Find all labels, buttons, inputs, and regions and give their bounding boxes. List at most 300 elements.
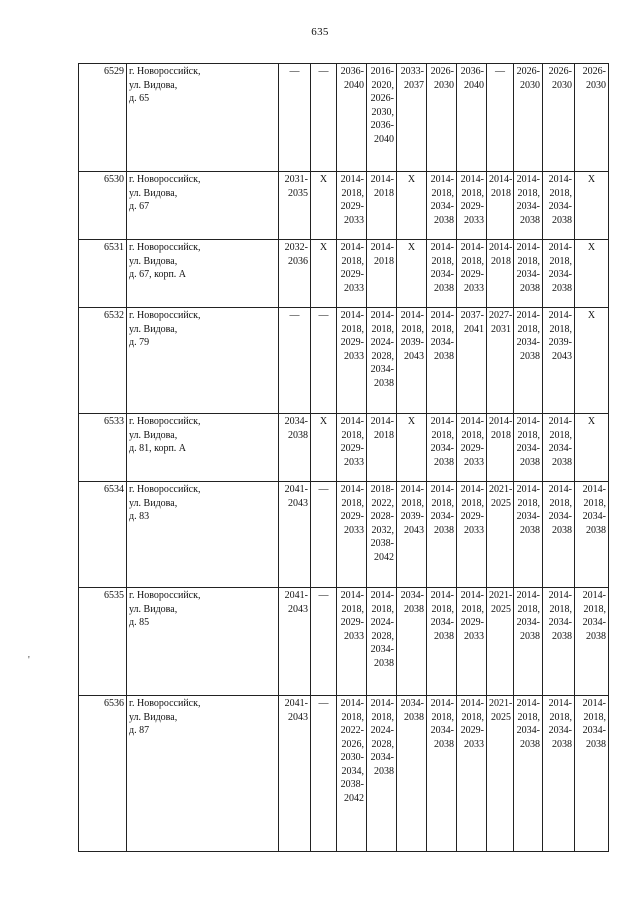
period-cell: [367, 308, 397, 414]
period-line: 2018,: [517, 711, 540, 723]
period-line: 2025: [491, 711, 511, 723]
address-cell: [127, 308, 279, 414]
address-line: д. 65: [129, 93, 150, 104]
period-line: 2043: [404, 524, 424, 536]
address-line: г. Новороссийск,: [129, 174, 201, 185]
period-line: 2018: [374, 429, 394, 441]
period-line: 2026-: [370, 93, 394, 104]
period-line: 2038: [434, 350, 454, 362]
period-line: 2038: [434, 524, 454, 536]
period-line: 2014-: [370, 590, 394, 601]
period-line: —: [318, 66, 329, 77]
period-line: 2034-: [582, 511, 606, 522]
period-line: 2018,: [517, 323, 540, 335]
period-line: X: [587, 242, 596, 253]
period-cell: [367, 588, 397, 696]
period-line: 2038: [552, 456, 572, 468]
period-line: 2033: [344, 524, 364, 536]
period-line: 2018: [491, 429, 511, 441]
period-line: 2014-: [430, 484, 454, 495]
period-cell: [311, 414, 337, 482]
period-line: 2033-: [400, 66, 424, 77]
period-line: 2034-: [548, 201, 572, 212]
period-line: 2018,: [431, 323, 454, 335]
table-row: [79, 696, 609, 852]
period-line: 2018,: [431, 497, 454, 509]
period-cell: [279, 240, 311, 308]
period-line: 2034-: [548, 617, 572, 628]
period-line: 2036-: [340, 66, 364, 77]
period-line: X: [587, 416, 596, 427]
period-line: —: [289, 66, 300, 77]
period-line: 2018,: [549, 603, 572, 615]
address-line: г. Новороссийск,: [129, 416, 201, 427]
period-line: 2034-: [582, 725, 606, 736]
period-line: 2018,: [431, 711, 454, 723]
period-cell: [457, 308, 487, 414]
period-line: 2029-: [340, 269, 364, 280]
period-line: 2034-: [548, 269, 572, 280]
period-line: 2014-: [340, 242, 364, 253]
period-line: 2033: [464, 738, 484, 750]
row-number: 6531: [79, 240, 127, 308]
table-row: [79, 414, 609, 482]
address-line: ул. Видова,: [129, 429, 178, 441]
period-line: 2030: [434, 79, 454, 91]
period-line: 2034-: [548, 443, 572, 454]
period-line: 2038: [520, 350, 540, 362]
period-line: 2033: [344, 456, 364, 468]
period-line: 2034-: [400, 590, 424, 601]
period-line: 2018,: [341, 255, 364, 267]
period-line: 2038: [434, 214, 454, 226]
period-line: 2034-: [430, 511, 454, 522]
period-line: 2032,: [371, 524, 394, 536]
period-line: 2014-: [516, 242, 540, 253]
table-row: [79, 482, 609, 588]
period-cell: [427, 588, 457, 696]
period-line: 2018-: [370, 484, 394, 495]
period-line: 2018,: [341, 429, 364, 441]
period-line: 2018,: [371, 323, 394, 335]
period-line: 2034-: [430, 725, 454, 736]
period-line: X: [587, 174, 596, 185]
address-cell: [127, 240, 279, 308]
period-cell: [367, 172, 397, 240]
period-line: 2033: [464, 282, 484, 294]
period-line: 2026,: [341, 738, 364, 750]
period-line: 2014-: [460, 698, 484, 709]
period-line: 2014-: [548, 310, 572, 321]
period-line: 2014-: [430, 174, 454, 185]
period-line: 2038: [374, 765, 394, 777]
row-number: 6529: [79, 64, 127, 172]
period-cell: [575, 64, 609, 172]
period-line: 2014-: [430, 242, 454, 253]
period-cell: [367, 414, 397, 482]
period-cell: [514, 172, 543, 240]
address-line: г. Новороссийск,: [129, 310, 201, 321]
table-row: [79, 172, 609, 240]
period-line: 2038-: [340, 779, 364, 790]
period-line: 2043: [552, 350, 572, 362]
period-line: 2034-: [516, 337, 540, 348]
address-line: ул. Видова,: [129, 187, 178, 199]
period-line: 2018,: [517, 497, 540, 509]
period-line: 2034-: [516, 269, 540, 280]
period-cell: [367, 64, 397, 172]
period-cell: [311, 588, 337, 696]
period-cell: [543, 696, 575, 852]
period-line: 2021-: [489, 484, 513, 495]
period-line: 2043: [288, 497, 308, 509]
period-cell: [514, 482, 543, 588]
period-line: 2018,: [517, 429, 540, 441]
period-line: 2030: [552, 79, 572, 91]
address-line: ул. Видова,: [129, 323, 178, 335]
period-cell: [311, 308, 337, 414]
period-cell: [311, 240, 337, 308]
period-cell: [311, 696, 337, 852]
period-line: —: [289, 310, 300, 321]
period-line: 2014-: [582, 484, 606, 495]
period-line: 2038: [404, 603, 424, 615]
period-line: 2038: [520, 282, 540, 294]
period-line: 2038: [434, 630, 454, 642]
period-cell: [337, 588, 367, 696]
period-cell: [337, 308, 367, 414]
period-line: 2034-: [548, 725, 572, 736]
address-line: д. 85: [129, 617, 150, 628]
period-line: 2014-: [370, 242, 394, 253]
period-line: 2034-: [516, 443, 540, 454]
period-line: X: [407, 416, 416, 427]
period-cell: [457, 240, 487, 308]
period-line: 2039-: [400, 511, 424, 522]
period-line: 2024-: [370, 725, 394, 736]
period-line: 2030-: [340, 752, 364, 763]
period-line: 2029-: [460, 443, 484, 454]
period-line: 2018,: [371, 711, 394, 723]
period-line: —: [318, 484, 329, 495]
period-line: 2034-: [582, 617, 606, 628]
address-line: д. 87: [129, 725, 150, 736]
period-line: 2043: [404, 350, 424, 362]
period-line: 2034-: [516, 201, 540, 212]
period-line: 2014-: [516, 416, 540, 427]
period-line: 2036-: [370, 120, 394, 131]
period-line: 2014-: [430, 416, 454, 427]
period-cell: [543, 240, 575, 308]
period-line: 2030,: [371, 106, 394, 118]
period-cell: [427, 240, 457, 308]
period-line: 2025: [491, 497, 511, 509]
period-line: 2033: [344, 282, 364, 294]
row-number: 6530: [79, 172, 127, 240]
period-line: 2014-: [548, 242, 572, 253]
address-line: г. Новороссийск,: [129, 66, 201, 77]
period-line: 2037-: [460, 310, 484, 321]
period-line: 2014-: [340, 590, 364, 601]
period-line: 2043: [288, 603, 308, 615]
address-line: д. 67: [129, 201, 150, 212]
period-line: 2014-: [516, 698, 540, 709]
period-line: 2033: [464, 456, 484, 468]
period-line: 2018,: [549, 711, 572, 723]
period-line: 2039-: [548, 337, 572, 348]
period-line: 2026-: [516, 66, 540, 77]
period-line: 2014-: [582, 590, 606, 601]
period-line: 2036: [288, 255, 308, 267]
period-cell: [543, 414, 575, 482]
period-line: 2018,: [517, 603, 540, 615]
period-line: 2027-: [489, 310, 513, 321]
period-line: 2018: [374, 187, 394, 199]
row-number: 6535: [79, 588, 127, 696]
period-line: 2018,: [461, 497, 484, 509]
period-line: 2014-: [489, 242, 513, 253]
period-line: 2028,: [371, 630, 394, 642]
period-cell: [487, 308, 514, 414]
period-line: 2024-: [370, 617, 394, 628]
period-cell: [337, 414, 367, 482]
period-line: 2028-: [370, 511, 394, 522]
period-line: 2033: [464, 524, 484, 536]
period-line: 2014-: [582, 698, 606, 709]
period-line: 2034-: [430, 443, 454, 454]
period-cell: [575, 588, 609, 696]
period-cell: [487, 482, 514, 588]
period-line: 2038: [552, 524, 572, 536]
period-cell: [397, 588, 427, 696]
period-line: 2018,: [583, 603, 606, 615]
address-line: г. Новороссийск,: [129, 484, 201, 495]
period-line: 2014-: [460, 242, 484, 253]
period-line: 2018,: [341, 711, 364, 723]
period-line: 2026-: [548, 66, 572, 77]
period-cell: [397, 64, 427, 172]
period-line: 2029-: [460, 725, 484, 736]
period-line: —: [495, 66, 505, 77]
period-line: 2029-: [460, 511, 484, 522]
period-line: 2043: [288, 711, 308, 723]
address-line: г. Новороссийск,: [129, 590, 201, 601]
period-cell: [543, 172, 575, 240]
period-cell: [514, 414, 543, 482]
period-line: 2038: [434, 456, 454, 468]
period-line: 2018,: [549, 255, 572, 267]
period-line: 2038: [404, 711, 424, 723]
period-line: 2014-: [516, 590, 540, 601]
period-cell: [457, 482, 487, 588]
period-cell: [397, 414, 427, 482]
period-cell: [337, 240, 367, 308]
period-line: 2021-: [489, 698, 513, 709]
period-cell: [279, 172, 311, 240]
period-line: 2014-: [370, 310, 394, 321]
address-cell: [127, 414, 279, 482]
address-line: ул. Видова,: [129, 603, 178, 615]
period-line: 2038: [374, 657, 394, 669]
period-line: 2038: [552, 738, 572, 750]
period-line: 2038: [434, 738, 454, 750]
period-cell: [543, 482, 575, 588]
repair-schedule-table: [78, 63, 609, 852]
period-line: 2018,: [341, 497, 364, 509]
period-cell: [575, 172, 609, 240]
period-line: 2014-: [370, 174, 394, 185]
address-cell: [127, 696, 279, 852]
period-line: 2026-: [430, 66, 454, 77]
period-cell: [487, 240, 514, 308]
period-line: 2032-: [284, 242, 308, 253]
row-number: 6536: [79, 696, 127, 852]
period-line: 2018,: [431, 429, 454, 441]
period-line: 2033: [464, 214, 484, 226]
period-cell: [367, 482, 397, 588]
period-line: —: [318, 310, 329, 321]
period-line: 2014-: [460, 484, 484, 495]
address-line: д. 83: [129, 511, 150, 522]
period-line: 2018,: [431, 603, 454, 615]
period-cell: [337, 64, 367, 172]
address-line: г. Новороссийск,: [129, 698, 201, 709]
period-line: 2040: [464, 79, 484, 91]
period-line: 2034-: [370, 752, 394, 763]
period-line: 2034-: [516, 725, 540, 736]
period-line: 2014-: [548, 416, 572, 427]
period-line: 2038: [586, 738, 606, 750]
period-line: 2034-: [370, 364, 394, 375]
address-line: ул. Видова,: [129, 711, 178, 723]
period-line: 2034-: [516, 511, 540, 522]
period-line: X: [407, 242, 416, 253]
period-line: 2014-: [516, 484, 540, 495]
period-line: 2014-: [400, 310, 424, 321]
period-line: X: [319, 416, 328, 427]
period-cell: [543, 588, 575, 696]
period-line: 2038-: [370, 538, 394, 549]
period-cell: [514, 240, 543, 308]
period-cell: [487, 588, 514, 696]
period-line: 2038: [520, 524, 540, 536]
period-cell: [397, 240, 427, 308]
period-cell: [457, 414, 487, 482]
period-line: 2038: [552, 282, 572, 294]
period-line: 2040: [374, 133, 394, 145]
period-line: 2018,: [549, 187, 572, 199]
period-cell: [543, 308, 575, 414]
period-cell: [487, 172, 514, 240]
period-line: 2034,: [341, 765, 364, 777]
period-cell: [575, 414, 609, 482]
period-line: 2041-: [284, 484, 308, 495]
period-cell: [514, 64, 543, 172]
period-cell: [457, 172, 487, 240]
period-cell: [427, 64, 457, 172]
period-line: 2034-: [430, 201, 454, 212]
period-cell: [457, 588, 487, 696]
period-line: 2029-: [460, 617, 484, 628]
period-cell: [514, 308, 543, 414]
period-cell: [279, 482, 311, 588]
period-line: 2014-: [400, 484, 424, 495]
period-cell: [487, 696, 514, 852]
period-line: 2014-: [516, 310, 540, 321]
period-line: 2030: [520, 79, 540, 91]
period-line: 2034-: [516, 617, 540, 628]
period-line: 2018,: [401, 323, 424, 335]
period-line: 2018,: [549, 429, 572, 441]
period-line: 2038: [520, 456, 540, 468]
period-line: 2033: [344, 630, 364, 642]
table-body: [79, 64, 609, 852]
period-line: 2029-: [460, 201, 484, 212]
period-line: 2014-: [430, 698, 454, 709]
period-line: X: [319, 242, 328, 253]
period-line: 2029-: [460, 269, 484, 280]
period-line: 2041-: [284, 698, 308, 709]
period-cell: [514, 588, 543, 696]
address-line: г. Новороссийск,: [129, 242, 201, 253]
period-line: 2018,: [517, 187, 540, 199]
period-line: 2014-: [460, 416, 484, 427]
period-line: X: [587, 310, 596, 321]
period-line: 2041: [464, 323, 484, 335]
period-line: 2018,: [583, 497, 606, 509]
period-line: 2031-: [284, 174, 308, 185]
period-line: 2014-: [340, 310, 364, 321]
period-line: 2018,: [461, 711, 484, 723]
period-line: —: [318, 590, 329, 601]
period-line: 2034-: [430, 617, 454, 628]
row-number: 6533: [79, 414, 127, 482]
period-cell: [427, 414, 457, 482]
period-line: 2018,: [401, 497, 424, 509]
row-number: 6534: [79, 482, 127, 588]
period-line: 2038: [520, 738, 540, 750]
period-line: 2037: [404, 79, 424, 91]
period-cell: [311, 172, 337, 240]
period-line: 2014-: [489, 416, 513, 427]
address-cell: [127, 64, 279, 172]
period-line: 2018,: [461, 255, 484, 267]
period-line: 2018,: [461, 187, 484, 199]
period-line: 2018,: [461, 429, 484, 441]
period-line: 2014-: [548, 484, 572, 495]
period-line: 2014-: [370, 698, 394, 709]
period-line: 2029-: [340, 617, 364, 628]
period-line: 2018,: [341, 323, 364, 335]
period-line: 2038: [434, 282, 454, 294]
period-line: 2018: [374, 255, 394, 267]
period-line: 2033: [344, 214, 364, 226]
period-line: 2039-: [400, 337, 424, 348]
period-line: 2031: [491, 323, 511, 335]
period-line: 2014-: [340, 698, 364, 709]
period-cell: [427, 308, 457, 414]
period-line: 2014-: [370, 416, 394, 427]
period-cell: [311, 482, 337, 588]
period-line: 2018,: [431, 255, 454, 267]
period-cell: [397, 172, 427, 240]
period-line: 2038: [520, 630, 540, 642]
period-cell: [514, 696, 543, 852]
period-line: 2018,: [371, 603, 394, 615]
period-cell: [279, 64, 311, 172]
period-cell: [397, 696, 427, 852]
period-line: 2034-: [548, 511, 572, 522]
